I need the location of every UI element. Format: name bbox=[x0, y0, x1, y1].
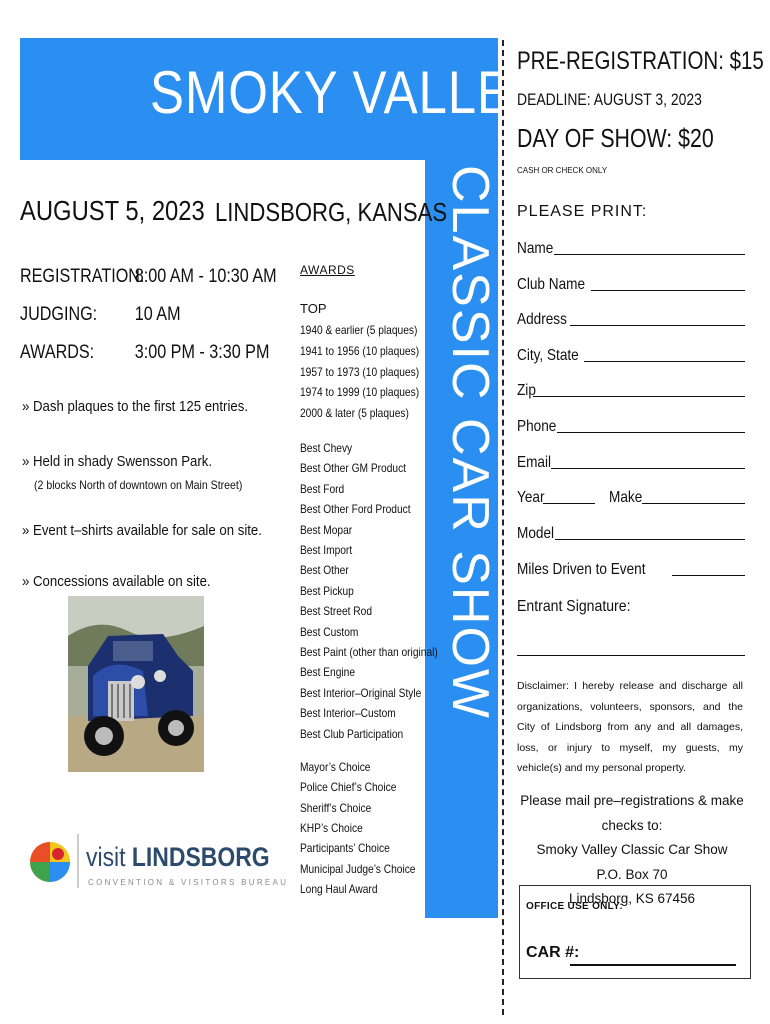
award-item: Municipal Judge’s Choice bbox=[300, 861, 416, 876]
award-item: Best Other bbox=[300, 563, 349, 578]
award-item: Best Interior–Original Style bbox=[300, 685, 422, 700]
logo-city-text: LINDSBORG bbox=[131, 842, 270, 872]
award-item: Sheriff’s Choice bbox=[300, 800, 372, 815]
bullet-park-detail: (2 blocks North of downtown on Main Street) bbox=[34, 478, 243, 492]
award-item: KHP’s Choice bbox=[300, 820, 363, 835]
office-use-title: OFFICE USE ONLY: bbox=[526, 901, 624, 912]
email-line[interactable] bbox=[551, 467, 745, 469]
city-state-line[interactable] bbox=[584, 360, 745, 362]
mail-line: Please mail pre–registrations & make checks to: bbox=[520, 793, 744, 833]
address-field[interactable] bbox=[517, 311, 745, 329]
name-label: Name bbox=[517, 240, 554, 257]
schedule-value: 10 AM bbox=[134, 304, 181, 325]
award-item: Best Club Participation bbox=[300, 726, 404, 741]
make-label: Make bbox=[609, 489, 643, 506]
mail-line: Lindsborg, KS 67456 bbox=[568, 891, 696, 906]
award-item: Best Other Ford Product bbox=[300, 502, 411, 517]
name-field[interactable] bbox=[517, 240, 745, 258]
city-state-field[interactable] bbox=[517, 347, 745, 365]
miles-line[interactable] bbox=[672, 574, 745, 576]
signature-label: Entrant Signature: bbox=[517, 598, 631, 615]
award-item: 1941 to 1956 (10 plaques) bbox=[300, 343, 420, 358]
award-item: 1940 & earlier (5 plaques) bbox=[300, 323, 418, 337]
phone-line[interactable] bbox=[557, 431, 745, 433]
event-date: AUGUST 5, 2023 bbox=[20, 195, 205, 226]
day-of-show-price: DAY OF SHOW: $20 bbox=[517, 123, 714, 153]
cut-line bbox=[502, 40, 504, 1015]
award-item: Best Pickup bbox=[300, 583, 354, 598]
schedule-label: JUDGING: bbox=[20, 304, 98, 325]
model-label: Model bbox=[517, 525, 555, 542]
year-label: Year bbox=[517, 489, 545, 506]
visit-lindsborg-logo bbox=[28, 832, 289, 888]
year-line[interactable] bbox=[543, 502, 595, 504]
logo-tagline: CONVENTION & VISITORS BUREAU bbox=[88, 878, 289, 887]
schedule bbox=[20, 266, 277, 380]
name-line[interactable] bbox=[554, 253, 745, 255]
pre-registration-price: PRE-REGISTRATION: $15 bbox=[517, 47, 764, 75]
zip-field[interactable] bbox=[517, 382, 745, 400]
email-label: Email bbox=[517, 454, 552, 471]
model-field[interactable] bbox=[517, 525, 745, 543]
logo-visit-text: visit bbox=[86, 842, 126, 872]
bullet-concessions: » Concessions available on site. bbox=[22, 573, 211, 590]
city-state-label: City, State bbox=[517, 347, 579, 364]
phone-label: Phone bbox=[517, 418, 557, 435]
top-heading: TOP bbox=[300, 301, 327, 316]
award-item: Best Interior–Custom bbox=[300, 706, 396, 721]
award-item: Best Chevy bbox=[300, 441, 353, 455]
vertical-show-title: CLASSIC CAR SHOW bbox=[441, 165, 499, 720]
award-item: Best Engine bbox=[300, 665, 356, 680]
year-make-field[interactable] bbox=[517, 489, 745, 507]
miles-label: Miles Driven to Event bbox=[517, 561, 646, 578]
award-item: Best Import bbox=[300, 543, 353, 557]
mail-line: P.O. Box 70 bbox=[596, 866, 668, 882]
model-line[interactable] bbox=[555, 538, 745, 540]
payment-note: CASH OR CHECK ONLY bbox=[517, 166, 608, 175]
award-item: 1957 to 1973 (10 plaques) bbox=[300, 364, 420, 379]
zip-label: Zip bbox=[517, 382, 536, 399]
disclaimer-text: Disclaimer: I hereby release and discharge all organizations, volunteers, sponsors, and the City of Lindsborg from any and all damages, loss, or injury to myself, my guests, my vehicle(s) and my personal property. bbox=[517, 680, 743, 774]
club-name-field[interactable] bbox=[517, 276, 745, 294]
car-number-line bbox=[570, 964, 736, 966]
award-item: Participants’ Choice bbox=[300, 841, 390, 856]
schedule-value: 3:00 PM - 3:30 PM bbox=[134, 342, 270, 363]
signature-line[interactable] bbox=[517, 655, 745, 656]
award-item: 1974 to 1999 (10 plaques) bbox=[300, 385, 420, 400]
award-item: Police Chief’s Choice bbox=[300, 780, 397, 795]
award-item: Best Street Rod bbox=[300, 604, 373, 619]
schedule-row bbox=[20, 342, 277, 380]
award-item: Mayor’s Choice bbox=[300, 760, 371, 774]
zip-line[interactable] bbox=[533, 395, 745, 397]
award-item: Best Other GM Product bbox=[300, 461, 407, 476]
award-item: Best Mopar bbox=[300, 522, 353, 537]
award-item: Long Haul Award bbox=[300, 881, 378, 896]
award-item: Best Custom bbox=[300, 624, 359, 639]
car-number-label: CAR #: bbox=[526, 944, 580, 961]
email-field[interactable] bbox=[517, 454, 745, 472]
bullet-park: » Held in shady Swensson Park. bbox=[22, 453, 213, 470]
award-item: Best Paint (other than original) bbox=[300, 645, 438, 659]
schedule-row bbox=[20, 266, 277, 304]
mail-line: Smoky Valley Classic Car Show bbox=[536, 842, 728, 857]
bullet-plaques: » Dash plaques to the first 125 entries. bbox=[22, 398, 249, 415]
awards-heading: AWARDS bbox=[300, 263, 355, 277]
classic-car-photo bbox=[68, 596, 204, 772]
event-location: LINDSBORG, KANSAS bbox=[215, 197, 448, 227]
office-use-box bbox=[519, 885, 751, 979]
please-print-heading: PLEASE PRINT: bbox=[517, 203, 648, 220]
awards-list bbox=[300, 263, 438, 896]
event-title: SMOKY VALLEY bbox=[150, 59, 547, 126]
bullet-tshirts: » Event t–shirts available for sale on site. bbox=[22, 522, 262, 539]
make-line[interactable] bbox=[642, 502, 745, 504]
address-line[interactable] bbox=[570, 324, 745, 326]
club-name-label: Club Name bbox=[517, 276, 586, 293]
miles-field[interactable] bbox=[517, 561, 745, 579]
club-name-line[interactable] bbox=[591, 289, 745, 291]
schedule-label: REGISTRATION: bbox=[20, 266, 145, 287]
award-item: Best Ford bbox=[300, 481, 345, 496]
address-label: Address bbox=[517, 311, 567, 328]
schedule-value: 8:00 AM - 10:30 AM bbox=[134, 266, 277, 287]
schedule-row bbox=[20, 304, 277, 342]
schedule-label: AWARDS: bbox=[20, 342, 95, 363]
award-item: 2000 & later (5 plaques) bbox=[300, 406, 409, 421]
phone-field[interactable] bbox=[517, 418, 745, 436]
registration-deadline: DEADLINE: AUGUST 3, 2023 bbox=[517, 90, 702, 109]
